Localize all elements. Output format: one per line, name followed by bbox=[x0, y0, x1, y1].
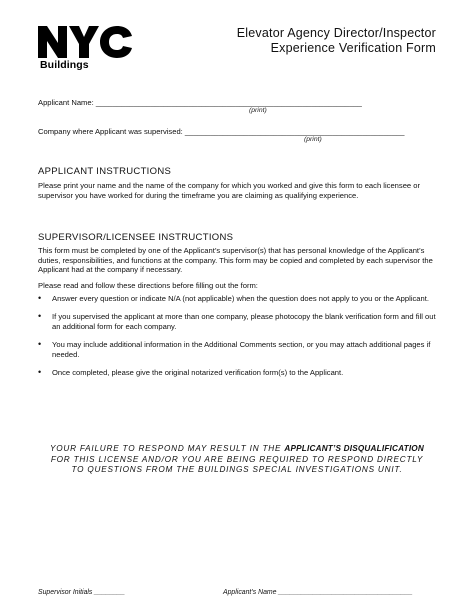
applicant-instructions-text: Please print your name and the name of the company for which you worked and give this form to each licensee or supervisor you have worked for during the timeframe you are claiming as qualifying experience. bbox=[38, 181, 421, 200]
applicant-instructions-heading: APPLICANT INSTRUCTIONS bbox=[38, 166, 172, 177]
warning-line-1: YOUR FAILURE TO RESPOND MAY RESULT IN THE APPLICANT’S DISQUALIFICATION bbox=[49, 444, 424, 453]
bullet-icon: • bbox=[38, 311, 42, 322]
form-title-line-1: Elevator Agency Director/Inspector bbox=[236, 26, 436, 40]
directions-intro: Please read and follow these directions before filling out the form: bbox=[38, 281, 258, 290]
bullet-icon: • bbox=[38, 339, 42, 350]
company-label: Company where Applicant was supervised: bbox=[38, 127, 183, 136]
nyc-logo-mark bbox=[38, 26, 134, 58]
warning-line-3: TO QUESTIONS FROM THE BUILDINGS SPECIAL INVESTIGATIONS UNIT. bbox=[71, 465, 403, 475]
applicant-name-label: Applicant Name: bbox=[38, 98, 94, 107]
applicant-name-line[interactable]: _______________________________________________________________ bbox=[95, 98, 362, 107]
footer-applicant-name-field[interactable]: Applicant’s Name ___________________________________ bbox=[223, 589, 413, 596]
warning-emphasis: APPLICANT’S DISQUALIFICATION bbox=[284, 444, 424, 453]
form-title-line-2: Experience Verification Form bbox=[270, 41, 436, 55]
warning-line-2: FOR THIS LICENSE AND/OR YOU ARE BEING REQUIRED TO RESPOND DIRECTLY bbox=[50, 454, 424, 464]
bullet-icon: • bbox=[38, 293, 42, 303]
applicant-name-field[interactable] bbox=[38, 98, 434, 108]
company-hint: (print) bbox=[304, 136, 322, 143]
supervisor-initials-field[interactable]: Supervisor Initials ________ bbox=[38, 589, 125, 596]
list-item: • Answer every question or indicate N/A (not applicable) when the question does not apply to you or the Applicant. bbox=[38, 293, 429, 303]
disqualification-warning bbox=[30, 444, 444, 476]
directions-list bbox=[38, 294, 438, 387]
form-title bbox=[176, 26, 436, 56]
list-item: • You may include additional information in the Additional Comments section, or you may attach additional pages if needed. bbox=[38, 339, 431, 359]
logo-subtitle: Buildings bbox=[40, 59, 89, 71]
list-item: • Once completed, please give the original notarized verification form(s) to the Applicant. bbox=[38, 367, 344, 378]
nyc-buildings-logo bbox=[38, 26, 134, 72]
bullet-icon: • bbox=[38, 367, 42, 378]
company-line[interactable]: ____________________________________________________ bbox=[184, 127, 405, 136]
supervisor-instructions-heading: SUPERVISOR/LICENSEE INSTRUCTIONS bbox=[38, 232, 234, 243]
list-item: • If you supervised the applicant at more than one company, please photocopy the blank verification form and fill out an additional form for each company. bbox=[38, 311, 436, 331]
company-field[interactable] bbox=[38, 127, 434, 137]
applicant-name-hint: (print) bbox=[249, 107, 267, 114]
supervisor-instructions-text: This form must be completed by one of the Applicant’s supervisor(s) that has personal knowledge of the Applicant’s duties, responsibilities, and functions at the company. This form may be copied and completed by each supervisor the Applicant had at the company if necessary. bbox=[38, 246, 433, 275]
